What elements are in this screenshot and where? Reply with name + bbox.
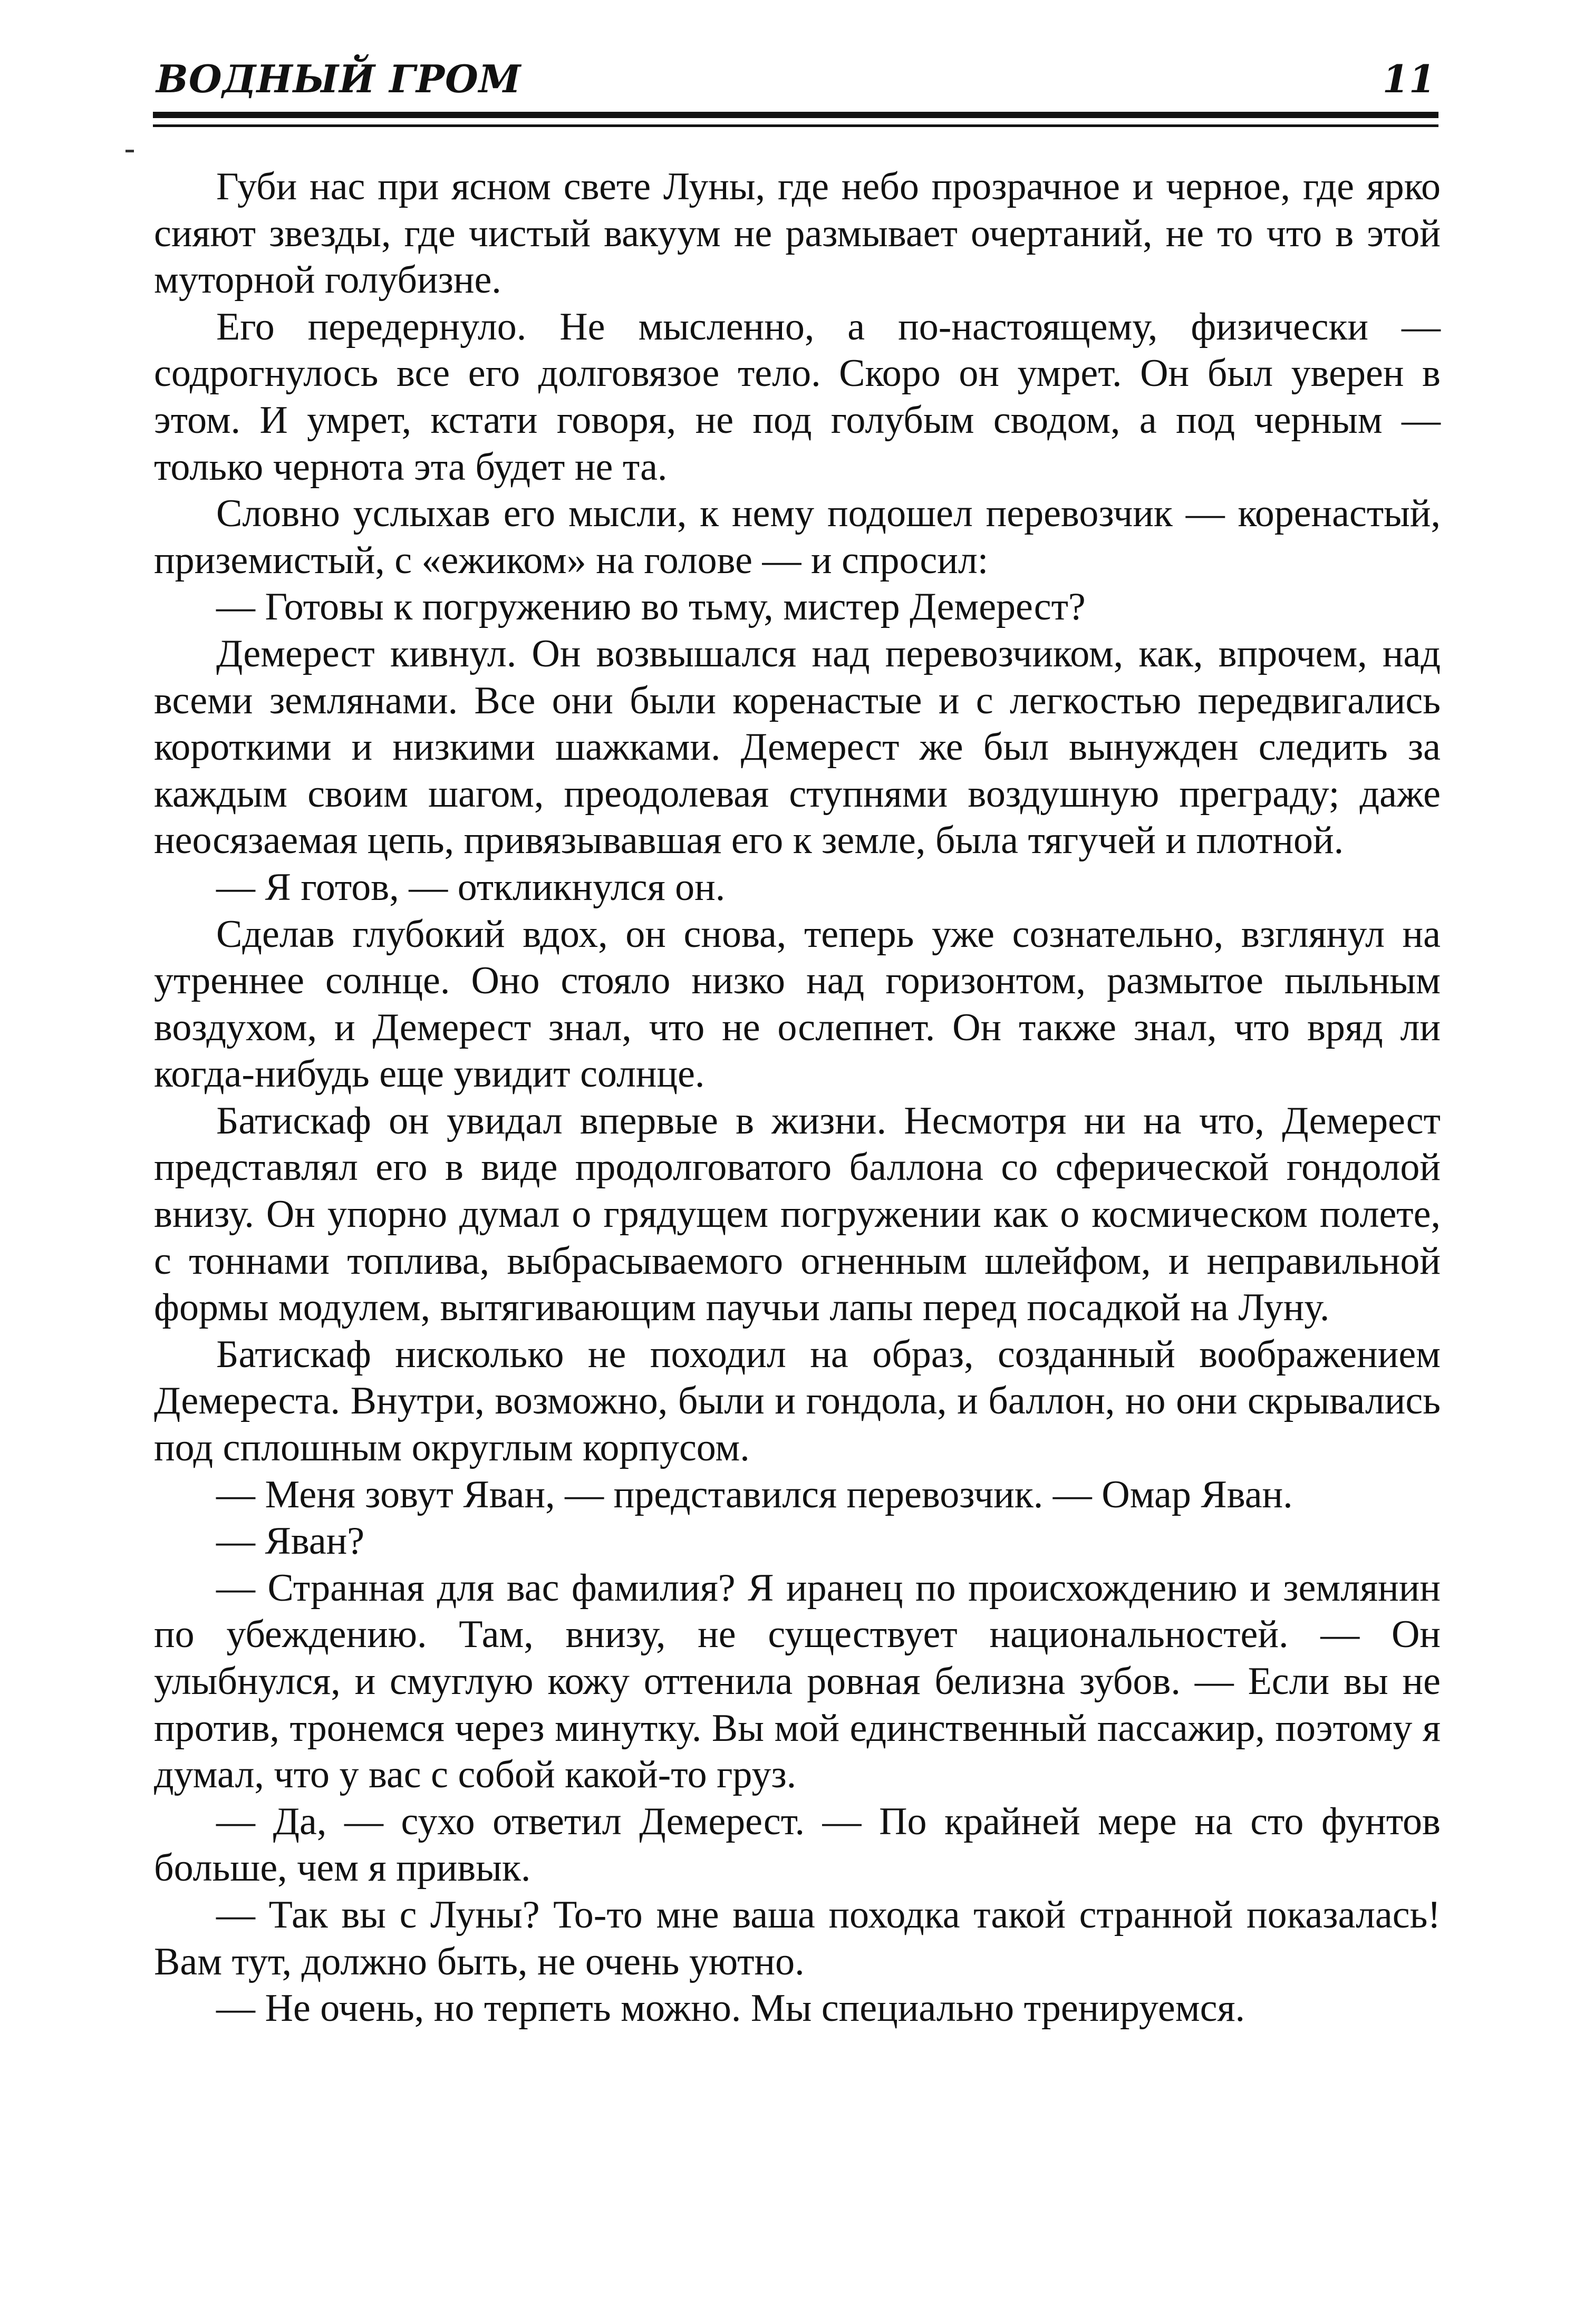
body-text [154, 163, 1441, 2032]
running-title: ВОДНЫЙ ГРОМ [156, 56, 521, 101]
header-rule-thick [153, 112, 1438, 118]
paragraph: Батискаф он увидал впервые в жизни. Несмотря ни на что, Демерест представлял его в виде продолговатого баллона со сферической гондолой внизу. Он упорно думал о грядущем погружении как о космическом полете, с тоннами топлива, выбрасываемого огненным шлейфом, и неправильной формы модулем, вытягивающим паучьи лапы перед посадкой на Луну. [154, 1099, 1441, 1330]
paragraph: Его передернуло. Не мысленно, а по-настоящему, физически — содрогнулось все его долговязое тело. Скоро он умрет. Он был уверен в этом. И умрет, кстати говоря, не под голубым сводом, а под черным — только чернота эта будет не та. [154, 305, 1441, 489]
paragraph: Сделав глубокий вдох, он снова, теперь уже сознательно, взглянул на утреннее солнце. Оно стояло низко над горизонтом, размытое пыльным воздухом, и Демерест знал, что не ослепнет. Он также знал, что вряд ли когда-нибудь еще увидит солнце. [154, 912, 1441, 1096]
dialogue-line: — Яван? [216, 1519, 365, 1563]
paragraph: Батискаф нисколько не походил на образ, созданный воображением Демереста. Внутри, возможно, были и гондола, и баллон, но они скрывались под сплошным округлым корпусом. [154, 1332, 1441, 1470]
running-header [156, 53, 1438, 111]
dialogue-line: — Так вы с Луны? То-то мне ваша походка такой странной показалась! Вам тут, должно быть, не очень уютно. [154, 1893, 1441, 1983]
dialogue-line: — Да, — сухо ответил Демерест. — По крайней мере на сто фунтов больше, чем я привык. [154, 1799, 1441, 1890]
dialogue-line: — Не очень, но терпеть можно. Мы специально тренируемся. [216, 1987, 1245, 2030]
dialogue-line: — Меня зовут Яван, — представился перевозчик. — Омар Яван. [216, 1473, 1293, 1516]
dialogue-line: — Я готов, — откликнулся он. [216, 865, 726, 909]
margin-mark [125, 150, 134, 152]
dialogue-line: — Странная для вас фамилия? Я иранец по происхождению и землянин по убеждению. Там, внизу, не существует национальностей. — Он улыбнулся, и смуглую кожу оттенила ровная белизна зубов. — Если вы не против, тронемся через минутку. Вы мой единственный пассажир, поэтому я думал, что у вас с собой какой-то груз. [154, 1566, 1441, 1797]
dialogue-line: — Готовы к погружению во тьму, мистер Демерест? [216, 585, 1086, 629]
header-rule-thin [153, 124, 1438, 127]
paragraph: Демерест кивнул. Он возвышался над перевозчиком, как, впрочем, над всеми землянами. Все они были коренастые и с легкостью передвигались короткими и низкими шажками. Демерест же был вынужден следить за каждым своим шагом, преодолевая ступнями воздушную преграду; даже неосязаемая цепь, привязывавшая его к земле, была тягучей и плотной. [154, 632, 1441, 863]
page-number: 11 [1382, 56, 1435, 101]
paragraph: Губи нас при ясном свете Луны, где небо прозрачное и черное, где ярко сияют звезды, где чистый вакуум не размывает очертаний, не то что в этой муторной голубизне. [154, 165, 1441, 302]
paragraph: Словно услыхав его мысли, к нему подошел перевозчик — коренастый, приземистый, с «ежиком» на голове — и спросил: [154, 492, 1441, 582]
